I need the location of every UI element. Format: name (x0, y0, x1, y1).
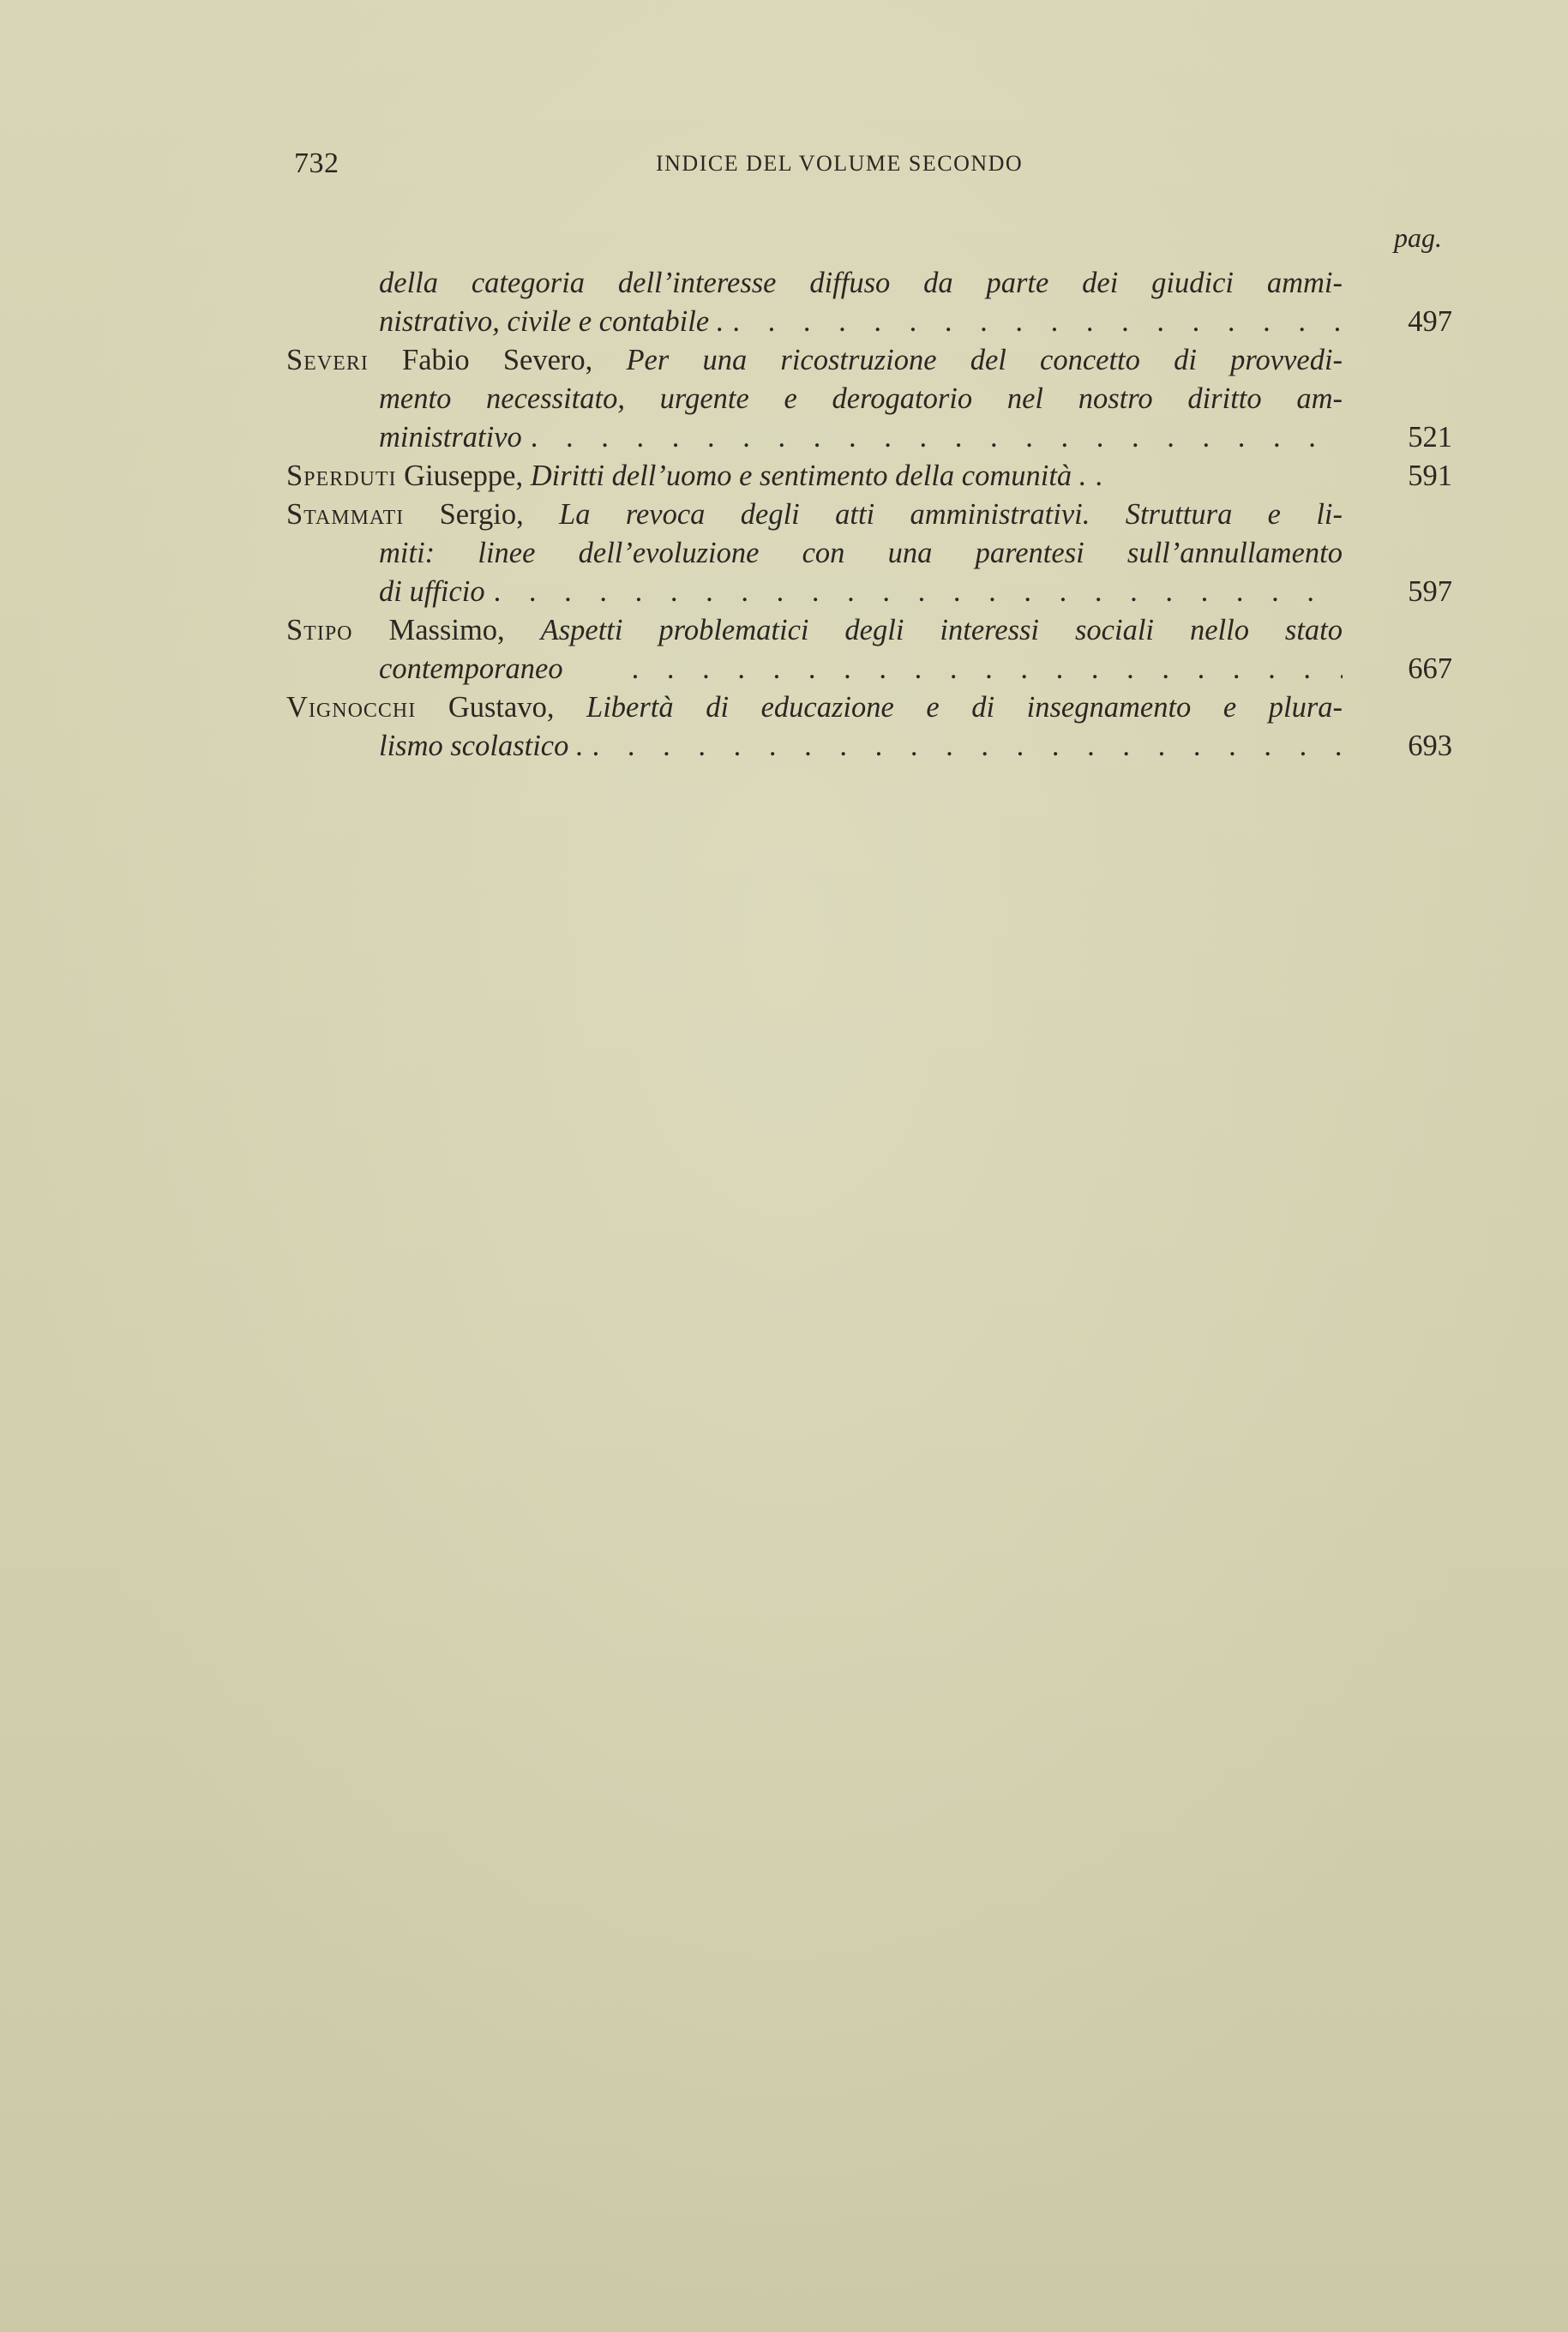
dot-leader (522, 418, 1343, 457)
author-given-name: Massimo, (388, 614, 505, 646)
toc-title-text: La revoca degli atti amministrativi. Struttura e li- (559, 498, 1343, 531)
author-surname: Vignocchi (286, 691, 417, 724)
toc-title-text: lismo scolastico . (379, 730, 584, 762)
toc-title-text: Diritti dell’uomo e sentimento della comunità . (530, 460, 1087, 492)
toc-page-number: 667 (1408, 652, 1452, 685)
toc-line (286, 496, 1452, 534)
table-of-contents (286, 264, 1452, 766)
toc-title-text: di ufficio (379, 575, 485, 608)
dot-leader (584, 727, 1343, 766)
toc-title-text: nistrativo, civile e contabile . (379, 305, 724, 338)
toc-page-number: 591 (1408, 460, 1452, 492)
toc-line (286, 457, 1452, 496)
toc-line (286, 341, 1452, 380)
dot-leader (563, 650, 1343, 688)
toc-title-text: della categoria dell’interesse diffuso da parte dei giudici ammi- (379, 267, 1343, 299)
page-number: 732 (294, 147, 339, 179)
toc-title-text: Aspetti problematici degli interessi sociali nello stato (540, 614, 1343, 646)
author-given-name: Sergio, (439, 498, 524, 531)
author-surname: Severi (286, 344, 369, 376)
toc-title-text: miti: linee dell’evoluzione con una parentesi sull’annullamento (379, 537, 1343, 569)
toc-page-number: 597 (1408, 575, 1452, 608)
toc-line (286, 611, 1452, 650)
toc-title-text: ministrativo (379, 421, 522, 454)
toc-line (286, 380, 1452, 418)
toc-line (286, 418, 1452, 457)
toc-title-text: Libertà di educazione e di insegnamento e plura- (586, 691, 1343, 724)
toc-line (286, 573, 1452, 611)
author-surname: Stipo (286, 614, 353, 646)
toc-page-number: 521 (1408, 421, 1452, 454)
author-surname: Stammati (286, 498, 405, 531)
dot-leader (1086, 457, 1129, 496)
toc-line (286, 727, 1452, 766)
page-header (294, 147, 1280, 190)
toc-line (286, 688, 1452, 727)
toc-page-number: 497 (1408, 305, 1452, 338)
toc-line (286, 264, 1452, 303)
author-given-name: Fabio Severo, (402, 344, 593, 376)
running-title: INDICE DEL VOLUME SECONDO (656, 151, 1024, 176)
toc-title-text: mento necessitato, urgente e derogatorio nel nostro diritto am- (379, 382, 1343, 415)
author-given-name: Giuseppe, (404, 460, 524, 492)
toc-page-number: 693 (1408, 730, 1452, 762)
author-given-name: Gustavo, (448, 691, 555, 724)
pag-column-label: pag. (1394, 222, 1442, 253)
toc-line (286, 650, 1452, 688)
author-surname: Sperduti (286, 460, 397, 492)
toc-title-text: Per una ricostruzione del concetto di provvedi- (626, 344, 1343, 376)
dot-leader (485, 573, 1343, 611)
toc-line (286, 534, 1452, 573)
dot-leader (724, 303, 1343, 341)
toc-title-text: contemporaneo (379, 652, 563, 685)
toc-line (286, 303, 1452, 341)
